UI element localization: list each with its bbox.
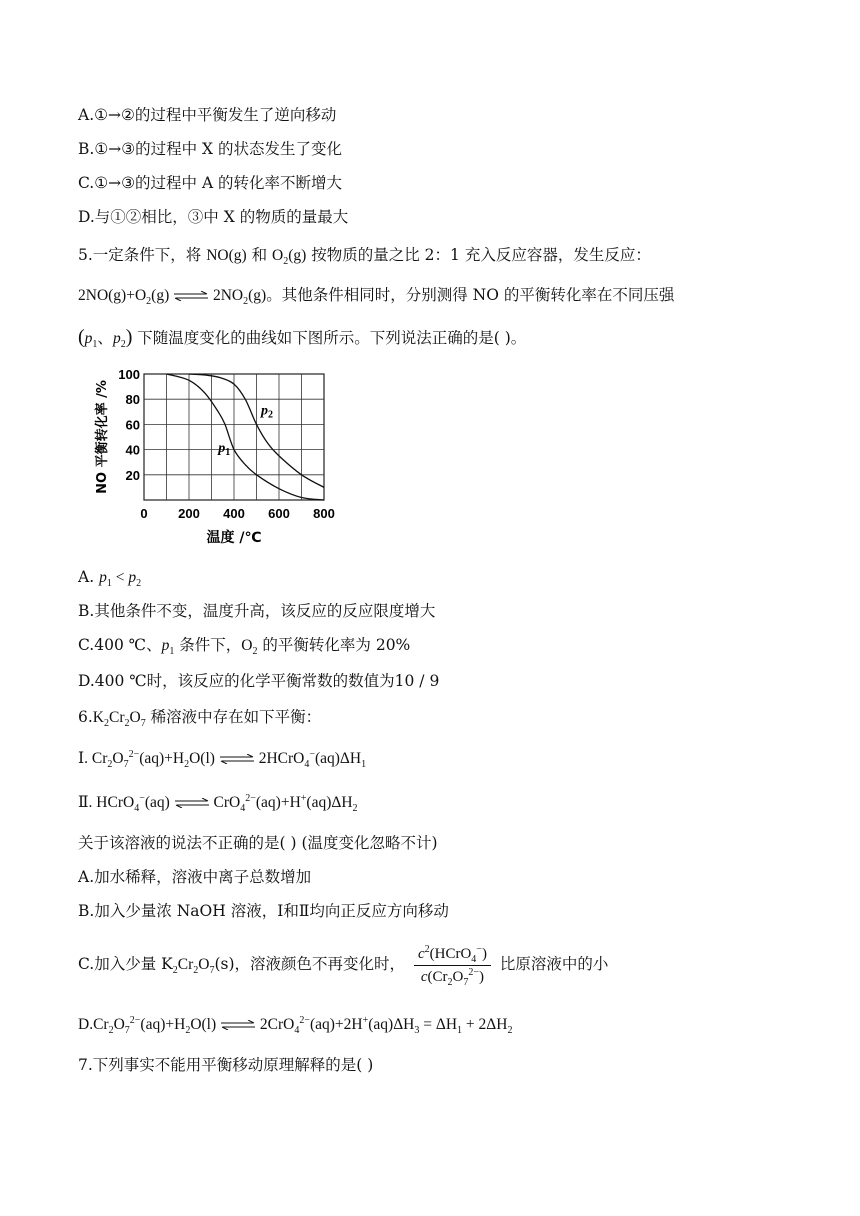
q5-option-a: A. $p_1 < p_2$ xyxy=(78,568,142,590)
q4-option-d: D.与①②相比，③中 X 的物质的量最大 xyxy=(78,208,349,226)
y-tick-label: 60 xyxy=(125,417,140,433)
x-tick-label: 200 xyxy=(178,506,200,521)
y-tick-label: 80 xyxy=(125,392,140,408)
q6-option-a: A.加水稀释，溶液中离子总数增加 xyxy=(78,868,312,886)
q4-option-a: A.①→②的过程中平衡发生了逆向移动 xyxy=(78,106,337,124)
q5-option-c: C.400 ℃、$p_1$ 条件下，$O_2$ 的平衡转化率为 20% xyxy=(78,636,411,658)
series-label-p2: $p_2$ xyxy=(261,403,273,421)
y-tick-label: 40 xyxy=(125,442,140,458)
no-conversion-chart xyxy=(88,360,348,560)
q4-option-c: C.①→③的过程中 A 的转化率不断增大 xyxy=(78,174,343,192)
q6-question: 关于该溶液的说法不正确的是( ) (温度变化忽略不计) xyxy=(78,832,438,854)
q5-option-d: D.400 ℃时，该反应的化学平衡常数的数值为10 / 9 xyxy=(78,672,440,690)
chart-svg xyxy=(88,360,348,560)
q6-equation-1: Ⅰ. $Cr_2O_7^{2-}(aq)+H_2O(l)$ $2HCrO_4^-(aq)\Delta H_1$ xyxy=(78,748,367,771)
q6-equation-2: Ⅱ. HCrO$_4$−(aq) $CrO_4^{2-}(aq)+H^+(aq)\Delta H_2$ xyxy=(78,792,358,815)
q7-stem: 7.下列事实不能用平衡移动原理解释的是( ) xyxy=(78,1056,374,1074)
x-tick-label: 800 xyxy=(313,506,335,521)
equilibrium-arrow-icon xyxy=(174,798,210,808)
q6-stem: $6.K_2Cr_2O_7$ 稀溶液中存在如下平衡： xyxy=(78,708,322,730)
x-axis-label: 温度 /℃ xyxy=(206,530,262,546)
equilibrium-arrow-icon xyxy=(220,1020,256,1030)
q5-equation-line: $2NO(g)+O_2(g)$ $2NO_2(g)$。其他条件相同时，分别测得 NO 的平衡转化率在不同压强 xyxy=(78,286,675,308)
series-label-p1: $p_1$ xyxy=(218,441,231,459)
concentration-fraction: $\frac{c^2(HCrO_4^-)}{c(Cr_2O_7^{2-})}$ xyxy=(414,943,491,988)
series-line-p1 xyxy=(167,374,325,500)
q5-stem-line1: 5.一定条件下，将 NO(g) 和 $O_2(g)$ 按物质的量之比 2：1 充入反应容器，发生反应： xyxy=(78,246,651,268)
q6-option-d: $D.Cr_2O_7^{2-}(aq)+H_2O(l) 2CrO_4^{2-}(aq)+2H^+(aq)\Delta H_3 = \Delta H_1 + 2\Delta H_2$ xyxy=(78,1014,513,1037)
y-tick-label: 100 xyxy=(118,367,140,382)
q4-option-b: B.①→③的过程中 X 的状态发生了变化 xyxy=(78,140,342,158)
equilibrium-arrow-icon xyxy=(219,754,255,764)
y-axis-label: NO 平衡转化率 /% xyxy=(95,380,110,494)
x-tick-label: 600 xyxy=(268,506,290,521)
emphasis-dots: 不正确 xyxy=(202,834,249,856)
q5-option-b: B.其他条件不变，温度升高，该反应的反应限度增大 xyxy=(78,602,436,620)
x-tick-label: 0 xyxy=(140,506,148,521)
q6-option-c: C.加入少量 $K_2Cr_2O_7(s)$，溶液颜色不再变化时， $\frac{c^2(HCrO_4^-)}{c(Cr_2O_7^{2-})}$ 比原溶液中的小 xyxy=(78,943,609,988)
q6-option-b: B.加入少量浓 NaOH 溶液，Ⅰ和Ⅱ均向正反应方向移动 xyxy=(78,902,449,920)
y-tick-label: 20 xyxy=(125,467,140,483)
q5-stem-line3: ($p_1$、$p_2$) 下随温度变化的曲线如下图所示。下列说法正确的是( )。 xyxy=(78,326,527,351)
x-tick-label: 400 xyxy=(223,506,245,521)
equilibrium-arrow-icon xyxy=(173,291,209,301)
